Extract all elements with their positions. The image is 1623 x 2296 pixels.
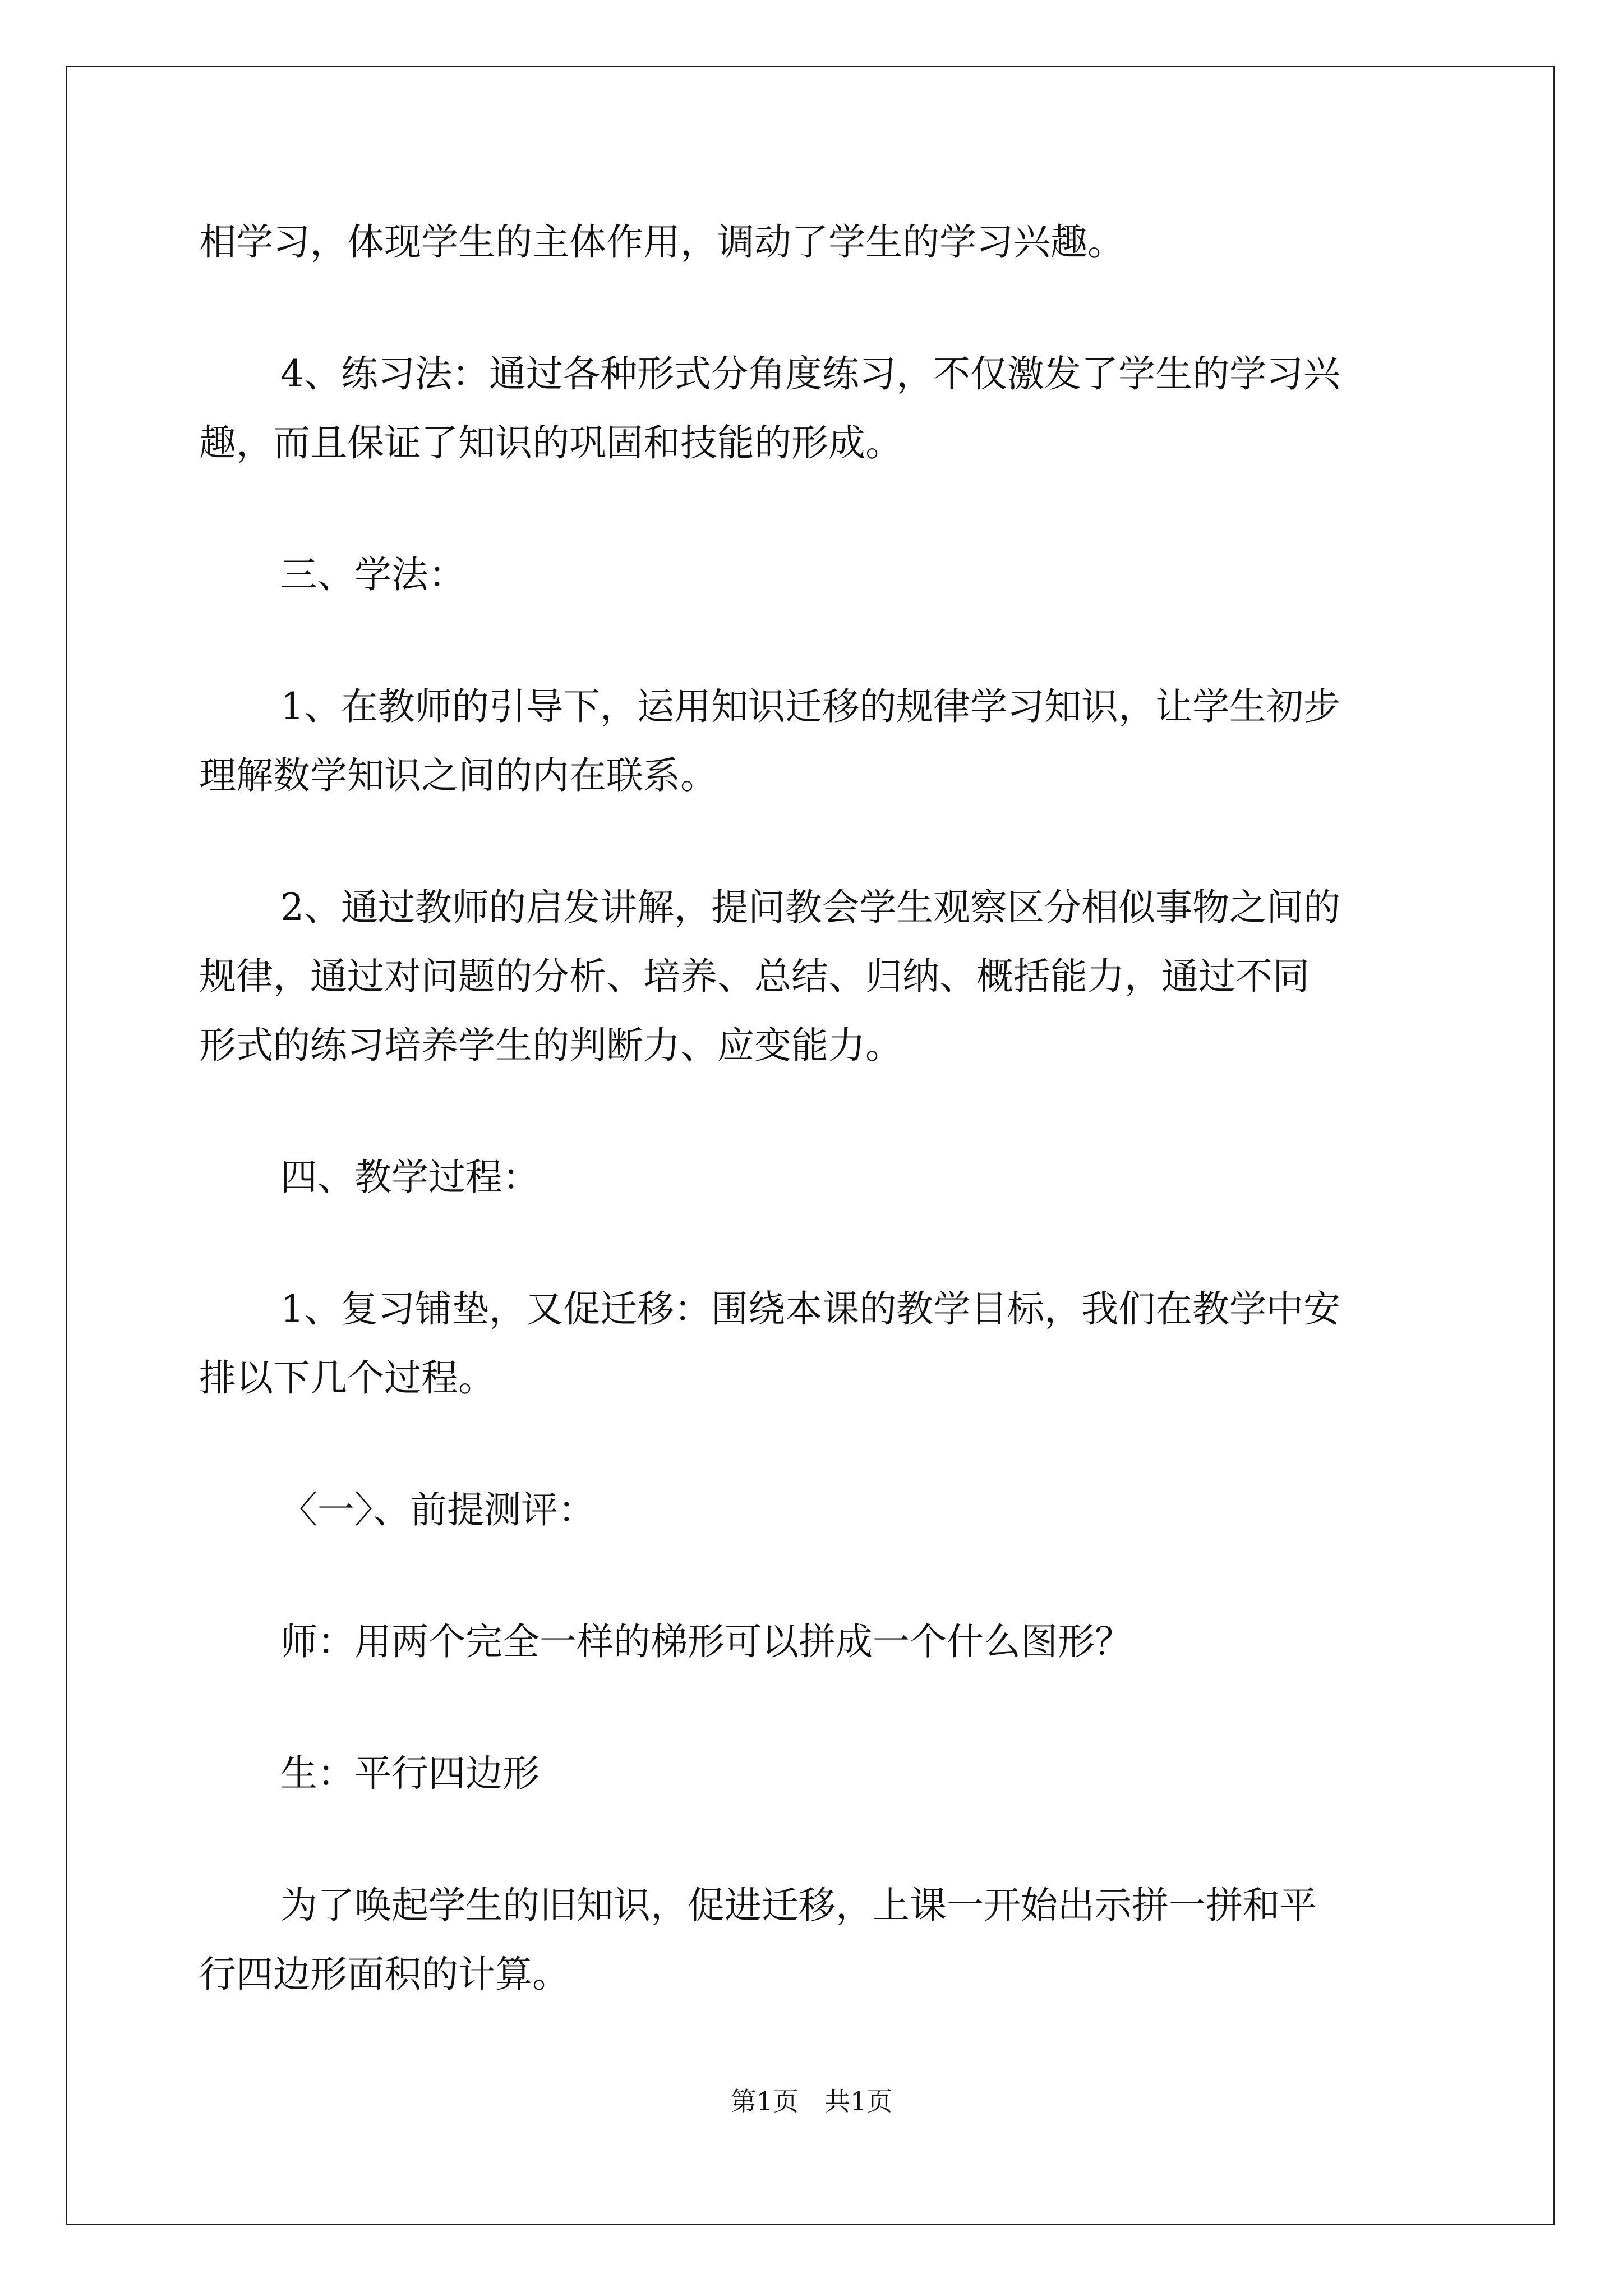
text-line: 相学习，体现学生的主体作用，调动了学生的学习兴趣。 (199, 220, 1124, 264)
section-heading: 三、学法： (280, 553, 465, 596)
text-line: 1、在教师的引导下，运用知识迁移的规律学习知识，让学生初步 (280, 685, 1340, 728)
text-line: 1、复习铺垫，又促迁移：围绕本课的教学目标，我们在教学中安 (280, 1287, 1340, 1331)
dialogue-line: 生：平行四边形 (280, 1752, 540, 1795)
text-line: 规律，通过对问题的分析、培养、总结、归纳、概括能力，通过不同 (199, 955, 1310, 998)
page-number: 第1页 共1页 (730, 2086, 893, 2116)
text-line: 形式的练习培养学生的判断力、应变能力。 (199, 1024, 902, 1067)
text-line: 趣，而且保证了知识的巩固和技能的形成。 (199, 421, 902, 464)
document-body (199, 208, 1427, 2009)
text-line: 2、通过教师的启发讲解，提问教会学生观察区分相似事物之间的 (280, 886, 1340, 929)
text-line: 理解数学知识之间的内在联系。 (199, 754, 717, 797)
dialogue-line: 师：用两个完全一样的梯形可以拼成一个什么图形？ (280, 1620, 1132, 1663)
subsection-heading: 〈一〉、前提测评： (280, 1488, 595, 1531)
text-line: 排以下几个过程。 (199, 1356, 495, 1400)
text-line: 为了唤起学生的旧知识，促进迁移，上课一开始出示拼一拼和平 (280, 1884, 1317, 1927)
text-line: 行四边形面积的计算。 (199, 1953, 569, 1996)
section-heading: 四、教学过程： (280, 1156, 540, 1199)
text-line: 4、练习法：通过各种形式分角度练习，不仅激发了学生的学习兴 (280, 352, 1340, 395)
